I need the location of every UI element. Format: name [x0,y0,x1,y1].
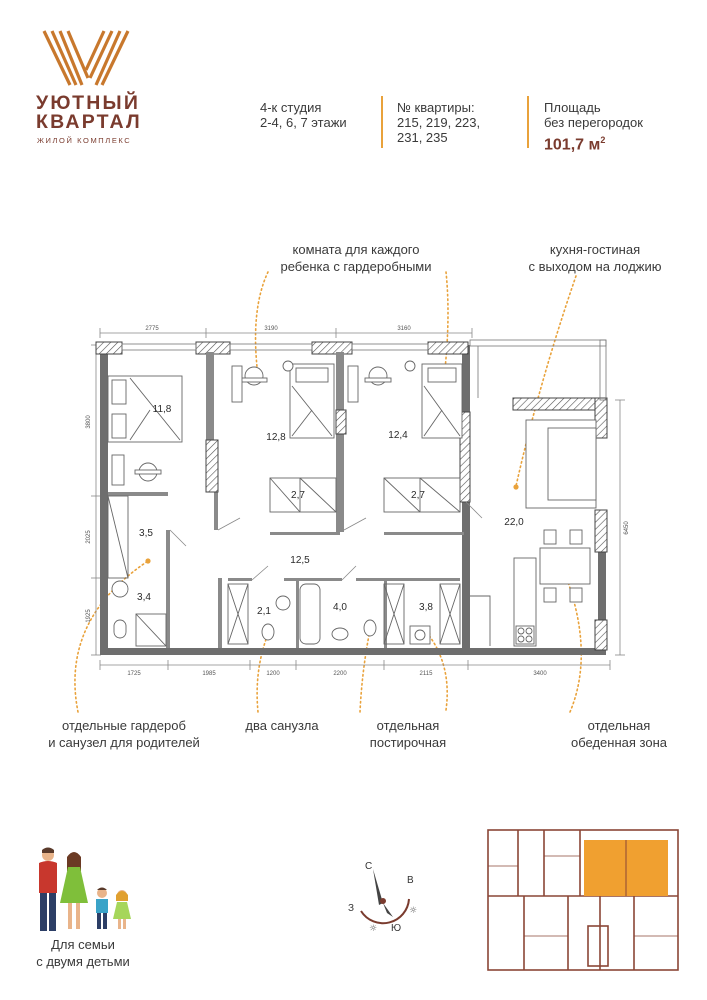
svg-text:В: В [407,875,414,886]
area-value: 101,7 $м^2$ [544,135,606,154]
key-floor-plan [484,826,684,976]
svg-text:6450: 6450 [624,521,630,535]
svg-text:2115: 2115 [419,671,433,677]
family-icon [30,845,140,935]
svg-text:1985: 1985 [202,671,216,677]
svg-text:С: С [365,861,373,872]
apartment-type: 4-к студия 2-4, 6, 7 этажи [260,100,347,130]
compass-icon [343,855,423,935]
svg-text:☼: ☼ [369,924,378,934]
svg-text:2775: 2775 [145,326,159,332]
callout-kitchen-living: кухня-гостиная с выходом на лоджию [528,242,662,274]
family-caption: Для семьи с двумя детьми [36,937,130,969]
furniture-kitchen [470,420,596,646]
callout-parents: отдельные гардероб и санузел для родителей [48,718,200,750]
svg-text:☼: ☼ [409,906,418,916]
svg-text:12,5: 12,5 [290,555,310,566]
windows [122,344,428,350]
svg-text:11,8: 11,8 [152,404,172,415]
svg-text:2,7: 2,7 [411,490,425,501]
apartment-numbers: № квартиры: 215, 219, 223, 231, 235 [397,100,481,145]
svg-text:3400: 3400 [533,671,547,677]
brand-name: УЮТНЫЙ КВАРТАЛ [36,92,142,133]
svg-text:12,8: 12,8 [266,432,286,443]
svg-text:Ю: Ю [391,923,402,934]
svg-text:2,7: 2,7 [291,490,305,501]
apartment-area: Площадь без перегородок 101,7 $м^2$ [544,100,643,154]
svg-text:3160: 3160 [397,326,411,332]
loggia [470,340,606,400]
brand-subtitle: ЖИЛОЙ КОМПЛЕКС [37,136,132,145]
svg-text:3,4: 3,4 [137,592,151,603]
svg-text:3800: 3800 [86,415,92,429]
svg-text:2025: 2025 [86,530,92,544]
svg-text:1725: 1725 [127,671,141,677]
callout-dining: отдельная обеденная зона [571,718,667,750]
svg-text:12,4: 12,4 [388,430,408,441]
svg-text:4,0: 4,0 [333,602,347,613]
svg-text:3,5: 3,5 [139,528,153,539]
furniture-beds [108,364,462,442]
furniture-bath [112,581,430,646]
svg-text:З: З [348,903,355,914]
svg-text:2200: 2200 [333,671,347,677]
svg-text:1925: 1925 [86,609,92,623]
svg-text:3190: 3190 [264,326,278,332]
svg-text:1200: 1200 [266,671,280,677]
callout-laundry: отдельная постирочная [369,718,447,750]
svg-text:2,1: 2,1 [257,606,271,617]
svg-text:22,0: 22,0 [504,517,524,528]
callout-kids-rooms: комната для каждого ребенка с гардеробными [280,242,432,274]
callout-bathrooms: два санузла [245,718,319,733]
svg-text:3,8: 3,8 [419,602,433,613]
